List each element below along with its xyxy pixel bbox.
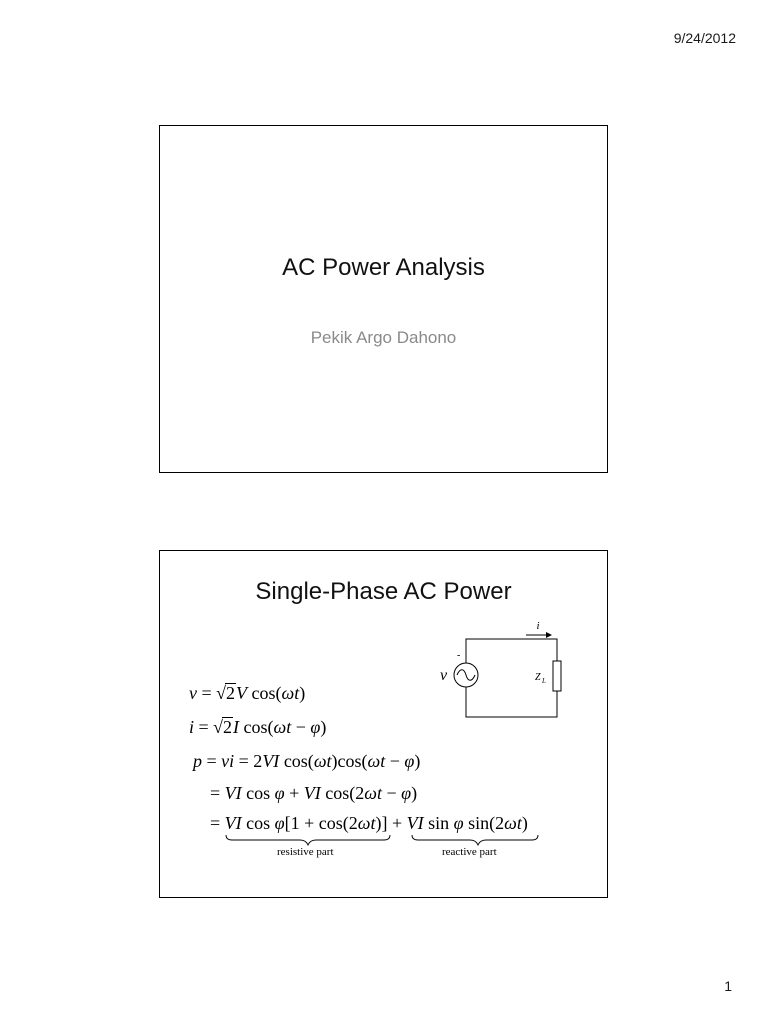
equation-power-expanded: = VI cos φ + VI cos(2ωt − φ): [210, 783, 418, 803]
underbrace-resistive: [226, 835, 390, 845]
equation-lhs: v: [189, 683, 197, 703]
equation-voltage: v = √2V cos(ωt): [189, 683, 306, 703]
equation-lhs: i: [189, 717, 195, 737]
equation-power: p = vi = 2VI cos(ωt)cos(ωt − φ): [193, 751, 421, 771]
page-header-date: 9/24/2012: [673, 30, 736, 46]
equation-current: i = √2I cos(ωt − φ): [189, 717, 327, 737]
equation-power-decomposed: = VI cos φ[1 + cos(2ωt)] + VI sin φ sin(2ωt): [210, 813, 528, 833]
equation-lhs: p: [193, 751, 202, 771]
underbraces: [160, 551, 607, 897]
label-resistive-part: resistive part: [277, 846, 334, 858]
load-label: Z: [535, 672, 541, 683]
current-label: i: [536, 620, 540, 632]
source-label: v: [440, 667, 448, 684]
slide-title: Single-Phase AC Power: [255, 578, 512, 605]
slide-single-phase-power: [159, 550, 608, 898]
slide-title-card: [159, 125, 608, 473]
source-polarity: -: [457, 650, 461, 661]
slide-title: AC Power Analysis: [282, 254, 485, 281]
page-number: 1: [724, 978, 732, 994]
equation-block: [160, 551, 607, 897]
label-reactive-part: reactive part: [442, 846, 497, 858]
load-subscript: L: [542, 677, 546, 685]
slide-author: Pekik Argo Dahono: [310, 328, 457, 347]
underbrace-reactive: [412, 835, 538, 845]
